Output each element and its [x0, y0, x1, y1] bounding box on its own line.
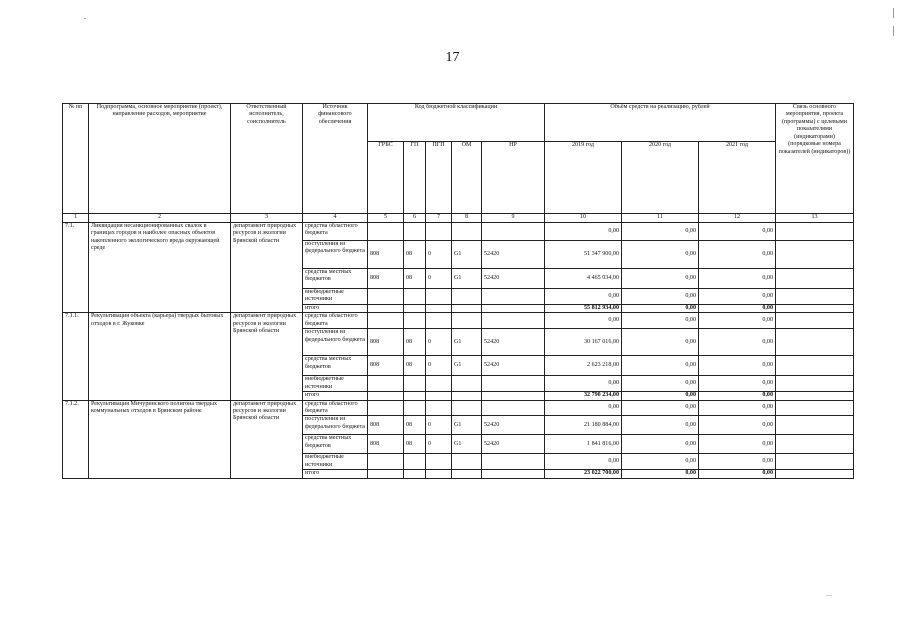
indicator-link	[776, 223, 854, 241]
code-nr	[482, 289, 545, 305]
amount-y2019: 30 167 016,00	[545, 329, 622, 356]
indicator-link	[776, 416, 854, 435]
code-om: G1	[452, 435, 482, 454]
index-cell: 2	[89, 214, 231, 223]
amount-y2019: 32 790 234,00	[545, 392, 622, 400]
column-index-row	[63, 214, 854, 223]
row-number: 7.1.2.	[63, 400, 89, 478]
code-nr	[482, 392, 545, 400]
code-grbs	[368, 376, 404, 392]
indicator-link	[776, 435, 854, 454]
header-name: Подпрограмма, основное мероприятие (проект), направление расходов, мероприятие	[89, 104, 231, 214]
code-gp	[404, 376, 426, 392]
header-executor: Ответственный исполнитель, соисполнитель	[231, 104, 303, 214]
code-nr	[482, 376, 545, 392]
code-pgp: 0	[426, 435, 452, 454]
index-cell: 1	[63, 214, 89, 223]
code-grbs	[368, 289, 404, 305]
measure-name: Ликвидация несанкционированных свалок в границах городов и наиболее опасных объектов накопленного экологического вреда окружающей среде	[89, 223, 231, 313]
code-grbs	[368, 223, 404, 241]
indicator-link	[776, 329, 854, 356]
table-row-regional	[63, 313, 854, 329]
amount-y2020: 0,00	[622, 356, 699, 376]
code-gp: 08	[404, 329, 426, 356]
code-nr	[482, 223, 545, 241]
amount-y2020: 0,00	[622, 313, 699, 329]
page-number: 17	[445, 50, 460, 65]
code-grbs: 808	[368, 356, 404, 376]
code-om	[452, 223, 482, 241]
code-pgp: 0	[426, 241, 452, 269]
amount-y2019: 23 022 700,00	[545, 470, 622, 478]
source-label: внебюджетные источники	[303, 454, 368, 470]
indicator-link	[776, 313, 854, 329]
header-volume: Объём средств на реализацию, рублей	[545, 104, 776, 142]
code-grbs	[368, 313, 404, 329]
code-grbs: 808	[368, 269, 404, 289]
code-nr: 52420	[482, 329, 545, 356]
amount-y2021: 0,00	[699, 329, 776, 356]
source-label: средства местных бюджетов	[303, 269, 368, 289]
code-om: G1	[452, 356, 482, 376]
indicator-link	[776, 241, 854, 269]
amount-y2019: 4 465 034,00	[545, 269, 622, 289]
header-row	[63, 104, 854, 142]
code-nr	[482, 313, 545, 329]
code-nr: 52420	[482, 435, 545, 454]
source-label: средства областного бюджета	[303, 313, 368, 329]
code-pgp: 0	[426, 356, 452, 376]
code-nr: 52420	[482, 241, 545, 269]
amount-y2021: 0,00	[699, 269, 776, 289]
amount-y2019: 0,00	[545, 454, 622, 470]
amount-y2020: 0,00	[622, 304, 699, 312]
header-y2019: 2019 год	[545, 142, 622, 214]
row-number: 7.1.1.	[63, 313, 89, 400]
amount-y2019: 0,00	[545, 376, 622, 392]
amount-y2021: 0,00	[699, 470, 776, 478]
amount-y2021: 0,00	[699, 454, 776, 470]
source-label: внебюджетные источники	[303, 289, 368, 305]
table-row-regional	[63, 400, 854, 416]
amount-y2019: 0,00	[545, 223, 622, 241]
header-y2020: 2020 год	[622, 142, 699, 214]
indicator-link	[776, 376, 854, 392]
code-grbs	[368, 392, 404, 400]
code-pgp	[426, 470, 452, 478]
code-gp	[404, 400, 426, 416]
indicator-link	[776, 454, 854, 470]
amount-y2020: 0,00	[622, 400, 699, 416]
executor: департамент природных ресурсов и экологии Брянской области	[231, 223, 303, 313]
code-om	[452, 470, 482, 478]
source-label: средства местных бюджетов	[303, 356, 368, 376]
code-nr	[482, 454, 545, 470]
code-pgp: 0	[426, 269, 452, 289]
amount-y2019: 1 841 816,00	[545, 435, 622, 454]
amount-y2020: 0,00	[622, 269, 699, 289]
header-y2021: 2021 год	[699, 142, 776, 214]
header-gp: ГП	[404, 142, 426, 214]
amount-y2021: 0,00	[699, 435, 776, 454]
amount-y2019: 55 812 934,00	[545, 304, 622, 312]
header-no: № пп	[63, 104, 89, 214]
code-nr: 52420	[482, 269, 545, 289]
executor: департамент природных ресурсов и экологии Брянской области	[231, 400, 303, 478]
code-pgp: 0	[426, 329, 452, 356]
code-gp	[404, 313, 426, 329]
index-cell: 6	[404, 214, 426, 223]
source-label: поступления из федерального бюджета	[303, 329, 368, 356]
measure-name: Рекультивация Мичуринского полигона твердых коммунальных отходов в Брянском районе	[89, 400, 231, 478]
code-grbs	[368, 454, 404, 470]
code-om: G1	[452, 241, 482, 269]
index-cell: 11	[622, 214, 699, 223]
amount-y2020: 0,00	[622, 470, 699, 478]
header-pgp: ПГП	[426, 142, 452, 214]
code-gp: 08	[404, 241, 426, 269]
code-pgp	[426, 223, 452, 241]
header-nr: НР	[482, 142, 545, 214]
indicator-link	[776, 392, 854, 400]
table-row-regional	[63, 223, 854, 241]
code-om	[452, 313, 482, 329]
indicator-link	[776, 269, 854, 289]
index-cell: 8	[452, 214, 482, 223]
code-gp	[404, 454, 426, 470]
scan-edge-mark	[893, 26, 894, 36]
amount-y2019: 51 347 900,00	[545, 241, 622, 269]
amount-y2021: 0,00	[699, 289, 776, 305]
code-gp: 08	[404, 269, 426, 289]
amount-y2020: 0,00	[622, 329, 699, 356]
code-om	[452, 304, 482, 312]
code-grbs	[368, 304, 404, 312]
code-pgp	[426, 376, 452, 392]
code-pgp	[426, 454, 452, 470]
scan-edge-mark	[893, 8, 894, 18]
index-cell: 13	[776, 214, 854, 223]
source-label: средства местных бюджетов	[303, 435, 368, 454]
code-om: G1	[452, 416, 482, 435]
code-om	[452, 400, 482, 416]
indicator-link	[776, 356, 854, 376]
indicator-link	[776, 470, 854, 478]
amount-y2020: 0,00	[622, 435, 699, 454]
code-grbs: 808	[368, 329, 404, 356]
header-link: Связь основного мероприятия, проекта (программы) с целевыми показателями (индикаторами) (порядковые номера показателей (индикаторов))	[776, 104, 854, 214]
indicator-link	[776, 289, 854, 305]
code-om	[452, 454, 482, 470]
header-budget-class: Код бюджетной классификации	[368, 104, 545, 142]
code-gp	[404, 223, 426, 241]
amount-y2019: 21 180 884,00	[545, 416, 622, 435]
code-nr: 52420	[482, 416, 545, 435]
code-gp	[404, 470, 426, 478]
code-grbs: 808	[368, 435, 404, 454]
code-gp: 08	[404, 435, 426, 454]
code-gp	[404, 304, 426, 312]
source-label: внебюджетные источники	[303, 376, 368, 392]
amount-y2021: 0,00	[699, 304, 776, 312]
amount-y2020: 0,00	[622, 454, 699, 470]
source-label: средства областного бюджета	[303, 223, 368, 241]
budget-table	[62, 103, 854, 479]
source-label: поступления из федерального бюджета	[303, 416, 368, 435]
code-pgp	[426, 392, 452, 400]
code-nr: 52420	[482, 356, 545, 376]
code-pgp	[426, 313, 452, 329]
source-label: средства областного бюджета	[303, 400, 368, 416]
index-cell: 10	[545, 214, 622, 223]
code-nr	[482, 470, 545, 478]
code-pgp	[426, 400, 452, 416]
code-gp	[404, 392, 426, 400]
amount-y2021: 0,00	[699, 400, 776, 416]
code-gp: 08	[404, 416, 426, 435]
indicator-link	[776, 304, 854, 312]
index-cell: 5	[368, 214, 404, 223]
measure-name: Рекультивация объекта (карьера) твердых бытовых отходов в г. Жуковке	[89, 313, 231, 400]
amount-y2021: 0,00	[699, 376, 776, 392]
index-cell: 12	[699, 214, 776, 223]
amount-y2021: 0,00	[699, 416, 776, 435]
amount-y2019: 2 623 218,00	[545, 356, 622, 376]
amount-y2020: 0,00	[622, 223, 699, 241]
amount-y2020: 0,00	[622, 376, 699, 392]
source-label: итого	[303, 392, 368, 400]
code-grbs: 808	[368, 241, 404, 269]
amount-y2021: 0,00	[699, 392, 776, 400]
header-source: Источник финансового обеспечения	[303, 104, 368, 214]
index-cell: 3	[231, 214, 303, 223]
source-label: итого	[303, 304, 368, 312]
index-cell: 4	[303, 214, 368, 223]
scan-mark: —	[826, 593, 832, 599]
code-pgp	[426, 289, 452, 305]
code-grbs: 808	[368, 416, 404, 435]
amount-y2020: 0,00	[622, 289, 699, 305]
code-nr	[482, 304, 545, 312]
code-gp	[404, 289, 426, 305]
code-pgp: 0	[426, 416, 452, 435]
code-pgp	[426, 304, 452, 312]
code-om	[452, 376, 482, 392]
amount-y2021: 0,00	[699, 356, 776, 376]
amount-y2020: 0,00	[622, 392, 699, 400]
amount-y2021: 0,00	[699, 241, 776, 269]
indicator-link	[776, 400, 854, 416]
code-grbs	[368, 400, 404, 416]
header-om: ОМ	[452, 142, 482, 214]
code-om: G1	[452, 329, 482, 356]
amount-y2019: 0,00	[545, 400, 622, 416]
index-cell: 7	[426, 214, 452, 223]
source-label: итого	[303, 470, 368, 478]
scan-speck	[84, 18, 86, 19]
code-nr	[482, 400, 545, 416]
amount-y2019: 0,00	[545, 289, 622, 305]
index-cell: 9	[482, 214, 545, 223]
code-gp: 08	[404, 356, 426, 376]
amount-y2019: 0,00	[545, 313, 622, 329]
code-om	[452, 289, 482, 305]
amount-y2021: 0,00	[699, 223, 776, 241]
code-om: G1	[452, 269, 482, 289]
amount-y2021: 0,00	[699, 313, 776, 329]
row-number: 7.1.	[63, 223, 89, 313]
executor: департамент природных ресурсов и экологии Брянской области	[231, 313, 303, 400]
code-grbs	[368, 470, 404, 478]
source-label: поступления из федерального бюджета	[303, 241, 368, 269]
code-om	[452, 392, 482, 400]
amount-y2020: 0,00	[622, 241, 699, 269]
header-grbs: ГРБС	[368, 142, 404, 214]
amount-y2020: 0,00	[622, 416, 699, 435]
